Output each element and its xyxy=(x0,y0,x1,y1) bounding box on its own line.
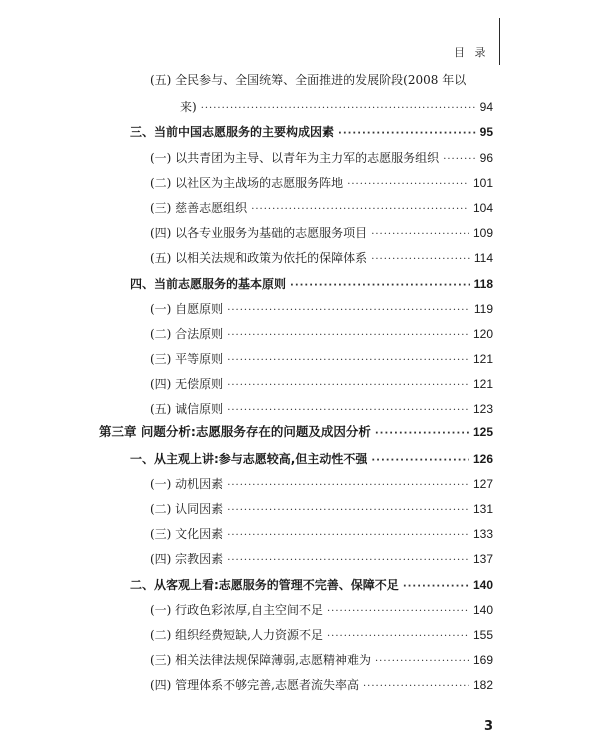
leader-dots xyxy=(327,629,469,645)
toc-entry-text: 一、从主观上讲:参与志愿较高,但主动性不强 xyxy=(130,452,368,466)
toc-page-number: 127 xyxy=(472,477,493,491)
toc-page-number: 182 xyxy=(472,678,493,692)
toc-entry xyxy=(150,376,493,394)
toc-page-number: 94 xyxy=(479,100,493,114)
leader-dots xyxy=(403,579,469,595)
leader-dots xyxy=(227,403,469,419)
toc-entry-text: (一) 以共青团为主导、以青年为主力军的志愿服务组织 xyxy=(150,151,440,165)
toc-entry xyxy=(150,476,493,494)
toc-page-number: 119 xyxy=(473,302,493,316)
toc-entry-text: 三、当前中国志愿服务的主要构成因素 xyxy=(130,125,335,139)
toc-entry-text: 四、当前志愿服务的基本原则 xyxy=(130,277,287,291)
toc-page-number: 121 xyxy=(472,377,493,391)
toc-page-number: 140 xyxy=(472,603,493,617)
toc-page-number: 109 xyxy=(472,226,493,240)
leader-dots xyxy=(327,604,469,620)
toc-entry-text: (一) 行政色彩浓厚,自主空间不足 xyxy=(150,603,323,617)
toc-entry-text: (五) 以相关法规和政策为依托的保障体系 xyxy=(150,251,368,265)
leader-dots xyxy=(227,378,469,394)
toc-entry xyxy=(150,551,493,569)
leader-dots xyxy=(338,126,476,142)
toc-entry xyxy=(150,225,493,243)
leader-dots xyxy=(227,528,469,544)
leader-dots xyxy=(227,303,470,319)
leader-dots xyxy=(371,227,469,243)
toc-entry-text: (四) 无偿原则 xyxy=(150,377,224,391)
toc-page-number: 95 xyxy=(479,125,493,139)
toc-entry-text: (二) 合法原则 xyxy=(150,327,224,341)
toc-page-number: 96 xyxy=(479,151,493,165)
toc-page-number: 118 xyxy=(473,277,493,291)
toc-page-number: 125 xyxy=(472,425,493,439)
toc-chapter-entry xyxy=(99,424,493,442)
toc-entry-text: 第三章 问题分析:志愿服务存在的问题及成因分析 xyxy=(99,424,371,439)
toc-entry xyxy=(150,401,493,419)
toc-entry xyxy=(150,627,493,645)
toc-entry xyxy=(180,99,493,117)
toc-entry-text: (三) 慈善志愿组织 xyxy=(150,201,248,215)
toc-entry xyxy=(150,602,493,620)
toc-entry-text: (五) 全民参与、全国统筹、全面推进的发展阶段(2008 年以 xyxy=(150,73,467,87)
toc-entry-text: (四) 管理体系不够完善,志愿者流失率高 xyxy=(150,678,359,692)
toc-entry xyxy=(150,526,493,544)
leader-dots xyxy=(371,252,470,268)
toc-entry xyxy=(150,326,493,344)
leader-dots xyxy=(375,654,469,670)
leader-dots xyxy=(443,152,475,168)
toc-entry-text: (三) 相关法律法规保障薄弱,志愿精神难为 xyxy=(150,653,371,667)
toc-page-number: 114 xyxy=(473,251,493,265)
toc-entry xyxy=(150,250,493,268)
page-number: 3 xyxy=(484,719,494,734)
toc-page-number: 137 xyxy=(472,552,493,566)
toc-entry xyxy=(150,150,493,168)
leader-dots xyxy=(227,353,469,369)
leader-dots xyxy=(227,328,469,344)
leader-dots xyxy=(363,679,469,695)
toc-entry xyxy=(130,577,493,595)
toc-entry xyxy=(130,276,493,294)
toc-page-number: 123 xyxy=(472,402,493,416)
toc-page-number: 104 xyxy=(472,201,493,215)
toc-entry-text: (三) 文化因素 xyxy=(150,527,224,541)
leader-dots xyxy=(251,202,469,218)
toc-entry xyxy=(130,124,493,142)
toc-entry-text: (三) 平等原则 xyxy=(150,352,224,366)
toc-entry xyxy=(150,677,493,695)
toc-entry-text: (二) 认同因素 xyxy=(150,502,224,516)
leader-dots xyxy=(201,101,476,117)
header-rule xyxy=(499,18,500,65)
leader-dots xyxy=(371,453,469,469)
toc-page-number: 126 xyxy=(472,452,493,466)
leader-dots xyxy=(375,426,469,442)
toc-entry xyxy=(150,301,493,319)
toc-entry xyxy=(150,351,493,369)
leader-dots xyxy=(227,503,469,519)
toc-page-number: 121 xyxy=(472,352,493,366)
toc-entry-text: (一) 动机因素 xyxy=(150,477,224,491)
toc-entry xyxy=(150,501,493,519)
toc-entry xyxy=(150,652,493,670)
leader-dots xyxy=(290,278,470,294)
leader-dots xyxy=(347,177,469,193)
toc-entry xyxy=(150,175,493,193)
leader-dots xyxy=(227,478,469,494)
toc-entry-text: 二、从客观上看:志愿服务的管理不完善、保障不足 xyxy=(130,578,399,592)
toc-page-number: 131 xyxy=(472,502,493,516)
toc-entry-text: (一) 自愿原则 xyxy=(150,302,224,316)
toc-page-number: 120 xyxy=(472,327,493,341)
toc-page-number: 169 xyxy=(472,653,493,667)
toc-entry-text: 来) xyxy=(180,100,197,114)
toc-entry-text: (二) 组织经费短缺,人力资源不足 xyxy=(150,628,323,642)
header-title: 目 录 xyxy=(454,46,489,59)
toc-entry-text: (二) 以社区为主战场的志愿服务阵地 xyxy=(150,176,344,190)
toc-entry xyxy=(130,451,493,469)
toc-page-number: 133 xyxy=(472,527,493,541)
leader-dots xyxy=(227,553,469,569)
toc-entry-text: (四) 宗教因素 xyxy=(150,552,224,566)
toc-page-number: 155 xyxy=(472,628,493,642)
toc-entry-text: (五) 诚信原则 xyxy=(150,402,224,416)
toc-page-number: 140 xyxy=(472,578,493,592)
toc-page-number: 101 xyxy=(472,176,493,190)
toc-entry-text: (四) 以各专业服务为基础的志愿服务项目 xyxy=(150,226,368,240)
toc-entry xyxy=(150,200,493,218)
